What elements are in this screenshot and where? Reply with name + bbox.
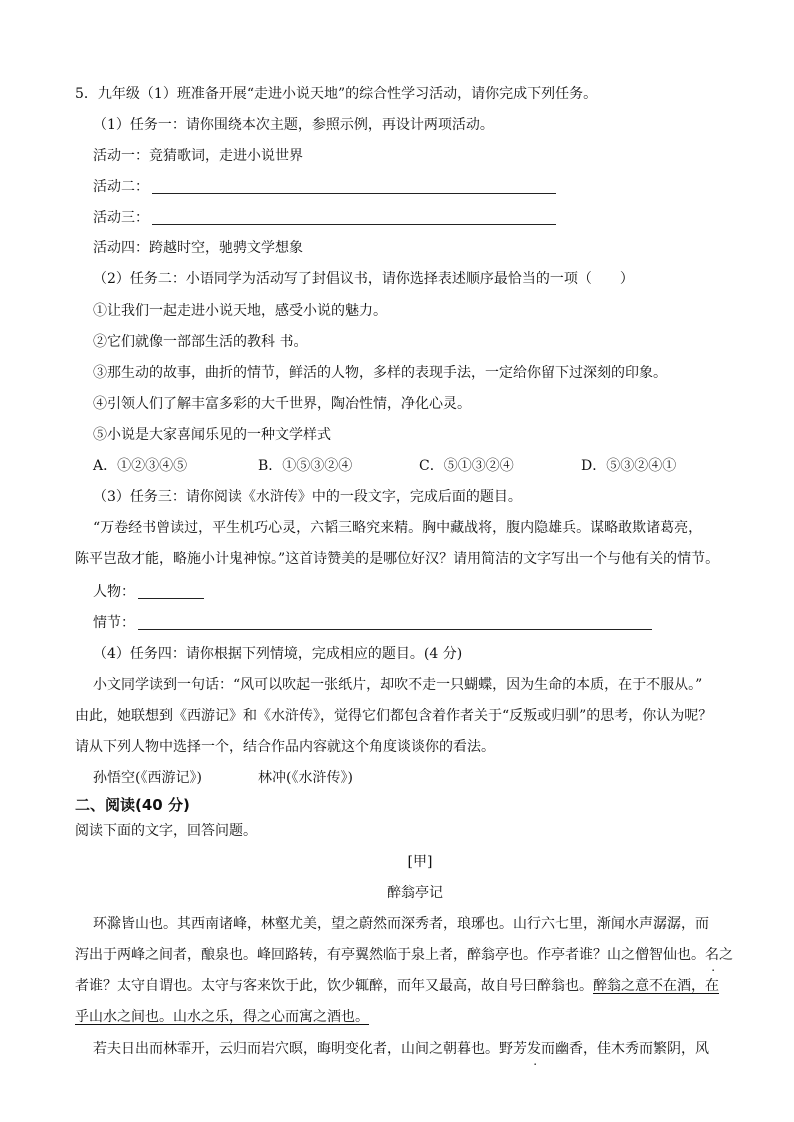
passage-line-5-end: 而幽香，佳木秀而繁阴，风 <box>541 1041 709 1057</box>
sentence-item: ⑤小说是大家喜闻乐见的一种文学样式 <box>93 427 331 443</box>
task1-prompt: （1）任务一：请你围绕本次主题，参照示例，再设计两项活动。 <box>93 117 494 133</box>
passage-line-2-end: 之 <box>719 947 733 963</box>
task4-paragraph-line-3: 请从下列人物中选择一个，结合作品内容就这个角度谈谈你的看法。 <box>75 739 495 755</box>
poem-line-1: “万卷经书曾读过，平生机巧心灵，六韬三略究来精。胸中藏战将，腹内隐雄兵。谋略敢欺诸葛亮， <box>93 520 703 536</box>
poem-line-2: 陈平岂敌才能，略施小计鬼神惊。”这首诗赞美的是哪位好汉？请用简洁的文字写出一个与他有关的情节。 <box>75 551 720 567</box>
passage-label: [甲] <box>407 854 433 870</box>
sentence-item: ④引领人们了解丰富多彩的大千世界，陶冶性情，净化心灵。 <box>93 396 471 412</box>
passage-line-3 <box>75 976 719 996</box>
sentence-item: ①让我们一起走进小说天地，感受小说的魅力。 <box>93 303 387 319</box>
task4-paragraph-line-1: 小文同学读到一句话：“风可以吹起一张纸片，却吹不走一只蝴蝶，因为生命的本质，在于不服从。” <box>93 677 703 693</box>
task2-prompt: （2）任务二：小语同学为活动写了封倡议书，请你选择表述顺序最恰当的一项（ ） <box>93 271 634 287</box>
passage-line-3-text: 者谁？太守自谓也。太守与客来饮于此，饮少辄醉，而年又最高，故自号曰醉翁也。 <box>75 978 593 994</box>
activity-3-answer-line[interactable] <box>152 224 556 225</box>
character-choice-1: 孙悟空(《西游记》) <box>93 770 202 786</box>
activity-2-label: 活动二： <box>93 179 149 195</box>
person-label: 人物： <box>93 584 135 600</box>
character-choice-2: 林冲(《水浒传》) <box>258 770 353 786</box>
section-heading: 二、阅读(40 分) <box>75 796 190 814</box>
question-stem: 5．九年级（1）班准备开展“走进小说天地”的综合性学习活动，请你完成下列任务。 <box>75 86 598 102</box>
option-c[interactable]: C．⑤①③②④ <box>419 458 514 474</box>
underlined-sentence-part-1: 醉翁之意不在酒，在 <box>593 978 719 994</box>
task4-prompt: （4）任务四：请你根据下列情境，完成相应的题目。(4 分) <box>93 646 463 662</box>
task3-prompt: （3）任务三：请你阅读《水浒传》中的一段文字，完成后面的题目。 <box>93 489 522 505</box>
passage-title: 醉翁亭记 <box>387 885 443 901</box>
sentence-item: ②它们就像一部部生活的教科 书。 <box>93 334 308 350</box>
passage-line-1: 环滁皆山也。其西南诸峰，林壑尤美，望之蔚然而深秀者，琅琊也。山行六七里，渐闻水声潺潺，而 <box>93 916 709 932</box>
activity-1: 活动一：竞猜歌词，走进小说世界 <box>93 148 303 164</box>
activity-4: 活动四：跨越时空，驰骋文学想象 <box>93 240 303 256</box>
option-a[interactable]: A．①②③④⑤ <box>93 458 188 474</box>
task4-paragraph-line-2: 由此，她联想到《西游记》和《水浒传》，觉得它们都包含着作者关于“反叛或归驯”的思考，你认为呢？ <box>75 708 713 724</box>
dotted-char: 名 <box>705 947 719 963</box>
passage-line-2-text: 泻出于两峰之间者，酿泉也。峰回路转，有亭翼然临于泉上者，醉翁亭也。作亭者谁？山之僧智仙也。 <box>75 947 705 963</box>
underlined-sentence-part-2: 乎山水之间也。山水之乐，得之心而寓之酒也。 <box>75 1009 369 1025</box>
option-b[interactable]: B．①⑤③②④ <box>258 458 353 474</box>
section-intro: 阅读下面的文字，回答问题。 <box>75 823 257 839</box>
passage-line-5-text: 若夫日出而林霏开，云归而岩穴暝，晦明变化者，山间之朝暮也。野芳 <box>93 1041 527 1057</box>
passage-line-2 <box>75 945 733 965</box>
dotted-char: 发 <box>527 1041 541 1057</box>
person-answer-line[interactable] <box>138 598 204 599</box>
activity-2-answer-line[interactable] <box>152 193 556 194</box>
activity-3-label: 活动三： <box>93 210 149 226</box>
plot-answer-line[interactable] <box>138 629 652 630</box>
option-d[interactable]: D．⑤③②④① <box>581 458 677 474</box>
passage-line-4 <box>75 1007 369 1027</box>
sentence-item: ③那生动的故事，曲折的情节，鲜活的人物，多样的表现手法，一定给你留下过深刻的印象。 <box>93 365 667 381</box>
plot-label: 情节： <box>93 615 135 631</box>
passage-line-5 <box>93 1039 709 1059</box>
